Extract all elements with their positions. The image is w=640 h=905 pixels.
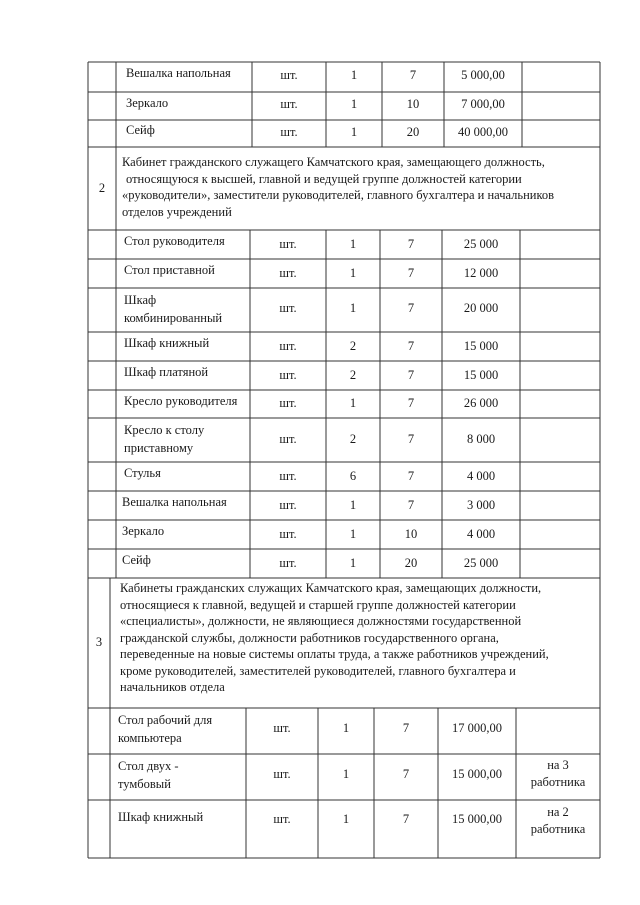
item-years: 10 [404,527,418,541]
section-number: 2 [98,181,106,195]
item-price: 25 000 [463,556,499,570]
item-price: 7 000,00 [461,97,505,111]
item-name: Шкаф книжный [124,336,210,350]
item-name: Зеркало [122,524,165,538]
item-unit: шт. [279,266,297,280]
item-name: Стол руководителя [124,234,225,248]
item-years: 7 [402,721,410,735]
item-name: Стол двух - тумбовый [118,759,179,791]
item-name: Кресло руководителя [124,394,238,408]
item-unit: шт. [279,237,297,251]
item-qty: 1 [349,301,357,315]
item-years: 10 [406,97,420,111]
item-unit: шт. [279,432,297,446]
item-unit: шт. [279,556,297,570]
item-unit: шт. [279,527,297,541]
item-qty: 1 [342,721,350,735]
item-qty: 1 [349,556,357,570]
item-qty: 6 [349,469,357,483]
item-years: 7 [402,812,410,826]
item-qty: 1 [349,498,357,512]
item-years: 7 [407,396,415,410]
item-unit: шт. [279,469,297,483]
item-price: 15 000 [463,368,499,382]
item-years: 7 [407,469,415,483]
item-name: Сейф [126,123,155,137]
item-note: на 2 работника [530,805,586,836]
section-number: 3 [95,635,103,649]
item-price: 17 000,00 [452,721,502,735]
item-qty: 1 [349,527,357,541]
item-note: на 3 работника [530,758,586,789]
item-name: Зеркало [126,96,169,110]
section-description: Кабинеты гражданских служащих Камчатского края, замещающих должности, относящиеся к главной, ведущей и старшей группе должностей категории «специалисты», должности, не являющиеся должностями государственной гражданской службы, должности работников государственного органа, переведенные на новые системы оплаты труда, а также работников учреждений, кроме руководителей, заместителей руководителей, главного бухгалтера и начальников отдела [120,581,549,694]
item-qty: 2 [349,432,357,446]
item-price: 40 000,00 [458,125,508,139]
section-description: Кабинет гражданского служащего Камчатского края, замещающего должность, относящуюся к высшей, главной и ведущей группе должностей категории «руководители», заместители руководителей, главного бухгалтера и начальников отделов учреждений [122,155,555,219]
item-unit: шт. [273,721,291,735]
item-years: 7 [407,432,415,446]
item-name: Стол приставной [124,263,215,277]
item-qty: 2 [349,368,357,382]
item-years: 7 [407,498,415,512]
item-years: 20 [404,556,418,570]
item-unit: шт. [280,68,298,82]
item-unit: шт. [279,498,297,512]
item-name: Вешалка напольная [122,495,227,509]
item-price: 5 000,00 [461,68,505,82]
item-price: 26 000 [463,396,499,410]
item-name: Шкаф книжный [118,810,204,824]
item-price: 15 000,00 [452,812,502,826]
item-years: 20 [406,125,420,139]
item-years: 7 [407,301,415,315]
item-price: 8 000 [466,432,496,446]
item-name: Стулья [124,466,161,480]
item-unit: шт. [280,125,298,139]
item-qty: 1 [349,266,357,280]
item-unit: шт. [273,812,291,826]
item-qty: 1 [350,68,358,82]
item-years: 7 [407,368,415,382]
item-price: 25 000 [463,237,499,251]
item-name: Сейф [122,553,151,567]
item-unit: шт. [273,767,291,781]
item-years: 7 [402,767,410,781]
item-name: Стол рабочий для компьютера [118,713,213,745]
item-qty: 1 [349,396,357,410]
item-unit: шт. [280,97,298,111]
item-price: 15 000 [463,339,499,353]
item-qty: 1 [349,237,357,251]
item-qty: 2 [349,339,357,353]
item-years: 7 [407,266,415,280]
item-years: 7 [407,237,415,251]
item-name: Кресло к столу приставному [124,423,205,455]
item-years: 7 [407,339,415,353]
item-qty: 1 [342,812,350,826]
item-unit: шт. [279,368,297,382]
item-name: Вешалка напольная [126,66,231,80]
item-qty: 1 [350,125,358,139]
item-unit: шт. [279,301,297,315]
item-qty: 1 [350,97,358,111]
item-years: 7 [409,68,417,82]
item-price: 20 000 [463,301,499,315]
item-price: 12 000 [463,266,499,280]
item-price: 3 000 [466,498,496,512]
item-price: 4 000 [466,469,496,483]
item-unit: шт. [279,396,297,410]
item-price: 15 000,00 [452,767,502,781]
item-name: Шкаф комбинированный [124,293,223,325]
item-price: 4 000 [466,527,496,541]
item-name: Шкаф платяной [124,365,209,379]
item-unit: шт. [279,339,297,353]
item-qty: 1 [342,767,350,781]
